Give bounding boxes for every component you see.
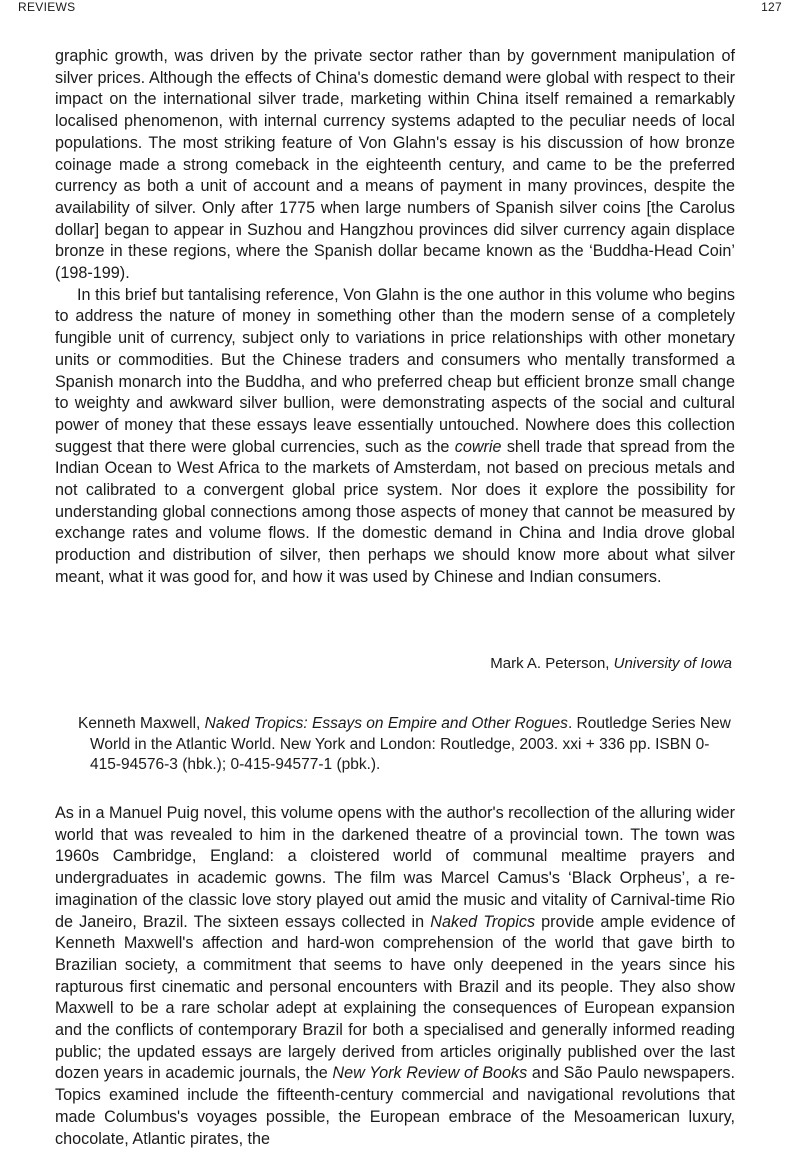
italic-text: Naked Tropics: Essays on Empire and Other Rogues (204, 715, 568, 732)
running-head-title: REVIEWS (18, 0, 76, 14)
italic-text: cowrie (454, 437, 502, 456)
text-run: and São Paulo newspapers. Topics examined include the fifteenth-century commercial and navigational revolutions that made Columbus's voyages possible, the European embrace of the Mesoamerican luxury, chocolate, Atlantic pirates, the (55, 1064, 735, 1148)
paragraph (55, 46, 735, 285)
book-citation (78, 714, 736, 776)
reviewer-name: Mark A. Peterson, (490, 655, 614, 672)
text-run: Kenneth Maxwell, (78, 715, 205, 732)
text-run: shell trade that spread from the Indian Ocean to West Africa to the markets of Amsterdam, not based on precious metals and not calibrated to a convergent global price system. Nor does it explore the possibility for understanding global connections among those aspects of money that cannot be measured by exchange rates and volume flows. If the domestic demand in China and India drove global production and distribution of silver, then perhaps we should know more about what silver meant, what it was good for, and how it was used by Chinese and Indian consumers. (55, 437, 735, 586)
page-number: 127 (761, 0, 782, 14)
text-run: graphic growth, was driven by the private sector rather than by government manipulation of silver prices. Although the effects of China's domestic demand were global with respect to their impact on the international silver trade, marketing within China itself remained a remarkably localised phenomenon, with internal currency systems adapted to the peculiar needs of local populations. The most striking feature of Von Glahn's essay is his discussion of how bronze coinage made a strong comeback in the eighteenth century, and came to be the preferred currency as both a unit of account and a means of payment in many provinces, despite the availability of silver. Only after 1775 when large numbers of Spanish silver coins [the Carolus dollar] began to appear in Suzhou and Hangzhou provinces did silver currency again displace bronze in these regions, where the Spanish dollar became known as the ‘Buddha-Head Coin’ (198-199). (55, 47, 735, 283)
italic-text: Naked Tropics (430, 912, 536, 931)
text-run: As in a Manuel Puig novel, this volume opens with the author's recollection of the alluring wider world that was revealed to him in the darkened theatre of a provincial town. The town was 1960s Cambridge, England: a cloistered world of communal mealtime prayers and undergraduates in academic gowns. The film was Marcel Camus's ‘Black Orpheus’, a re-imagination of the classic love story played out amid the music and vitality of Carnival-time Rio de Janeiro, Brazil. The sixteen essays collected in (55, 804, 735, 931)
review-body (55, 803, 735, 1150)
reviewer-affiliation: University of Iowa (613, 655, 732, 672)
text-run: In this brief but tantalising reference, Von Glahn is the one author in this volume who begins to address the nature of money in something other than the modern sense of a completely fungible unit of currency, subject only to variations in price relationships with other monetary units or commodities. But the Chinese traders and consumers who mentally transformed a Spanish monarch into the Buddha, and who preferred cheap but efficient bronze small change to weighty and awkward silver bullion, were demonstrating aspects of the social and cultural power of money that these essays leave essentially untouched. Nowhere does this collection suggest that there were global currencies, such as the (55, 285, 735, 456)
text-run: provide ample evidence of Kenneth Maxwell's affection and hard-won comprehension of the world that gave birth to Brazilian society, a commitment that seems to have only deepened in the years since his rapturous first cinematic and personal encounters with Brazil and its people. They also show Maxwell to be a rare scholar adept at explaining the consequences of European expansion and the conflicts of contemporary Brazil for both a specialised and generally informed reading public; the updated essays are largely derived from articles originally published over the last dozen years in academic journals, the (55, 912, 736, 1083)
review-body-previous (55, 46, 735, 589)
paragraph (55, 803, 735, 1150)
reviewer-signature (490, 654, 732, 674)
italic-text: New York Review of Books (332, 1064, 528, 1083)
paragraph (55, 285, 735, 589)
running-head (18, 0, 782, 14)
text-run: . Routledge Series New World in the Atlantic World. New York and London: Routledge, 2003. xxi + 336 pp. ISBN 0-415-94576-3 (hbk.); 0-415-94577-1 (pbk.). (90, 715, 731, 773)
